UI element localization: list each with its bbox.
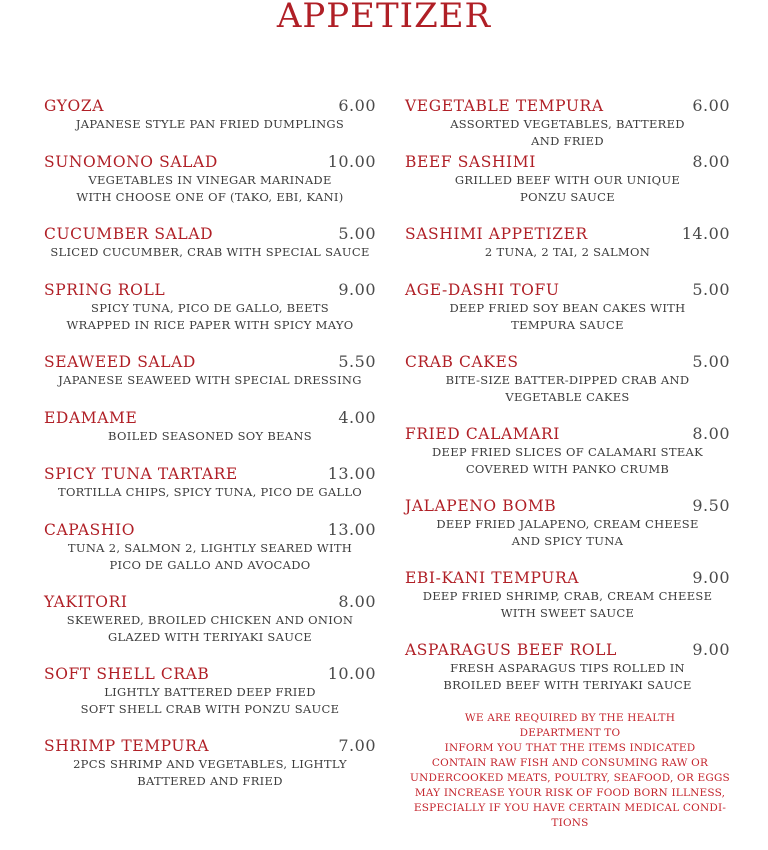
menu-item-price: 8.00 (338, 592, 376, 611)
menu-item-price: 5.00 (692, 352, 730, 371)
menu-item-price: 5.00 (692, 280, 730, 299)
health-notice-line: ESPECIALLY IF YOU HAVE CERTAIN MEDICAL CONDI- (413, 802, 727, 814)
menu-item-description: BATTERED AND FRIED (137, 773, 283, 788)
menu-item (44, 224, 376, 261)
menu-item-description: TORTILLA CHIPS, SPICY TUNA, PICO DE GALLO (57, 485, 363, 499)
menu-item-price: 5.00 (338, 224, 376, 243)
menu-item-description: DEEP FRIED SLICES OF CALAMARI STEAK (431, 445, 704, 459)
menu-item (405, 96, 730, 149)
menu-item-description: VEGETABLES IN VINEGAR MARINADE (88, 173, 332, 187)
menu-item-price: 5.50 (338, 352, 376, 371)
menu-item-price: 9.50 (692, 496, 730, 515)
menu-item-name: VEGETABLE TEMPURA (405, 97, 604, 115)
menu-item-description: FRESH ASPARAGUS TIPS ROLLED IN (450, 661, 685, 675)
menu-item-description: WRAPPED IN RICE PAPER WITH SPICY MAYO (66, 317, 354, 332)
health-notice-line: TIONS (551, 817, 589, 829)
menu-item-header (44, 280, 376, 300)
health-notice-line: UNDERCOOKED MEATS, POULTRY, SEAFOOD, OR EGGS (410, 772, 730, 784)
menu-item-header (44, 592, 376, 612)
menu-item (44, 664, 376, 717)
menu-item-description: SOFT SHELL CRAB WITH PONZU SAUCE (80, 701, 340, 716)
menu-item-header (405, 280, 730, 300)
menu-item-name: SHRIMP TEMPURA (44, 737, 210, 755)
menu-item-price: 14.00 (681, 224, 730, 243)
menu-item-name: SEAWEED SALAD (44, 353, 196, 371)
menu-item-price: 8.00 (692, 424, 730, 443)
menu-item-price: 6.00 (692, 96, 730, 115)
health-notice-line: WE ARE REQUIRED BY THE HEALTH (464, 712, 676, 724)
menu-item-description: TEMPURA SAUCE (511, 317, 624, 332)
menu-item-header (405, 496, 730, 516)
menu-item-description: 2 TUNA, 2 TAI, 2 SALMON (484, 245, 651, 259)
menu-item (405, 640, 730, 693)
menu-item-price: 9.00 (692, 568, 730, 587)
menu-item-description: BROILED BEEF WITH TERIYAKI SAUCE (443, 677, 692, 692)
menu-item-header (44, 352, 376, 372)
menu-item (405, 352, 730, 405)
menu-item-description: COVERED WITH PANKO CRUMB (465, 461, 670, 476)
menu-item-name: SPICY TUNA TARTARE (44, 465, 238, 483)
menu-item-header (405, 152, 730, 172)
menu-item-header (405, 640, 730, 660)
menu-item-header (405, 352, 730, 372)
menu-item-header (44, 736, 376, 756)
menu-item (405, 280, 730, 333)
menu-item (44, 352, 376, 389)
menu-item-name: SPRING ROLL (44, 281, 166, 299)
menu-item-description: SPICY TUNA, PICO DE GALLO, BEETS (91, 301, 329, 315)
menu-item-header (44, 408, 376, 428)
menu-item-price: 4.00 (338, 408, 376, 427)
menu-item (44, 152, 376, 205)
menu-item-description: WITH SWEET SAUCE (500, 605, 635, 620)
menu-item-description: WITH CHOOSE ONE OF (TAKO, EBI, KANI) (76, 189, 344, 204)
menu-item-description: 2PCS SHRIMP AND VEGETABLES, LIGHTLY (73, 757, 347, 771)
health-notice (405, 711, 735, 831)
menu-item-description: DEEP FRIED SHRIMP, CRAB, CREAM CHEESE (422, 589, 713, 603)
menu-item-price: 9.00 (338, 280, 376, 299)
menu-item (44, 520, 376, 573)
menu-item-description: AND FRIED (531, 133, 604, 148)
menu-item (405, 152, 730, 205)
menu-item-description: AND SPICY TUNA (511, 533, 624, 548)
menu-item-description: DEEP FRIED SOY BEAN CAKES WITH (449, 301, 686, 315)
menu-item-description: DEEP FRIED JALAPENO, CREAM CHEESE (436, 517, 699, 531)
health-notice-line: DEPARTMENT TO (519, 727, 621, 739)
menu-item (405, 568, 730, 621)
menu-item-name: AGE-DASHI TOFU (405, 281, 560, 299)
menu-item-description: GLAZED WITH TERIYAKI SAUCE (107, 629, 313, 644)
health-notice-line: CONTAIN RAW FISH AND CONSUMING RAW OR (431, 757, 709, 769)
menu-item-price: 13.00 (327, 520, 376, 539)
menu-item-header (44, 520, 376, 540)
menu-item-name: SOFT SHELL CRAB (44, 665, 210, 683)
menu-item (44, 96, 376, 133)
menu-item (44, 736, 376, 789)
menu-item-description: SKEWERED, BROILED CHICKEN AND ONION (66, 613, 354, 627)
menu-item-price: 6.00 (338, 96, 376, 115)
menu-item-header (44, 224, 376, 244)
menu-item (405, 224, 730, 261)
menu-item-price: 10.00 (327, 152, 376, 171)
menu-item-name: YAKITORI (44, 593, 128, 611)
menu-item-name: CUCUMBER SALAD (44, 225, 214, 243)
menu-item-name: FRIED CALAMARI (405, 425, 561, 443)
menu-item-description: PICO DE GALLO AND AVOCADO (109, 557, 311, 572)
menu-item-description: PONZU SAUCE (520, 189, 615, 204)
health-notice-line: INFORM YOU THAT THE ITEMS INDICATED (444, 742, 696, 754)
menu-item (405, 424, 730, 477)
menu-item-header (405, 424, 730, 444)
menu-item-description: JAPANESE STYLE PAN FRIED DUMPLINGS (75, 117, 345, 131)
menu-item (44, 280, 376, 333)
menu-item-name: ASPARAGUS BEEF ROLL (405, 641, 617, 659)
menu-item-price: 7.00 (338, 736, 376, 755)
menu-item-price: 10.00 (327, 664, 376, 683)
menu-item-name: SASHIMI APPETIZER (405, 225, 588, 243)
menu-item-name: SUNOMONO SALAD (44, 153, 218, 171)
page-title: APPETIZER (276, 0, 492, 36)
menu-item-header (44, 464, 376, 484)
menu-item (44, 464, 376, 501)
menu-item (44, 408, 376, 445)
menu-item-description: BOILED SEASONED SOY BEANS (108, 429, 312, 443)
menu-item-name: CRAB CAKES (405, 353, 519, 371)
menu-item-header (44, 152, 376, 172)
menu-item-description: SLICED CUCUMBER, CRAB WITH SPECIAL SAUCE (50, 245, 370, 259)
menu-item-price: 9.00 (692, 640, 730, 659)
menu-item-name: GYOZA (44, 97, 105, 115)
menu-item-name: EBI-KANI TEMPURA (405, 569, 580, 587)
menu-item-name: BEEF SASHIMI (405, 153, 536, 171)
menu-item-description: BITE-SIZE BATTER-DIPPED CRAB AND (445, 373, 690, 387)
menu-item (44, 592, 376, 645)
menu-item-description: GRILLED BEEF WITH OUR UNIQUE (454, 173, 681, 187)
menu-item-description: JAPANESE SEAWEED WITH SPECIAL DRESSING (58, 373, 362, 387)
menu-item-header (44, 96, 376, 116)
menu-item-header (405, 96, 730, 116)
menu-item-description: VEGETABLE CAKES (505, 389, 630, 404)
menu-item-price: 13.00 (327, 464, 376, 483)
menu-item-description: ASSORTED VEGETABLES, BATTERED (450, 117, 685, 131)
menu-item-name: JALAPENO BOMB (405, 497, 557, 515)
menu-item-name: EDAMAME (44, 409, 138, 427)
menu-item-header (44, 664, 376, 684)
menu-item (405, 496, 730, 549)
menu-item-name: CAPASHIO (44, 521, 136, 539)
menu-item-price: 8.00 (692, 152, 730, 171)
menu-item-description: LIGHTLY BATTERED DEEP FRIED (104, 685, 316, 699)
menu-item-header (405, 568, 730, 588)
menu-item-header (405, 224, 730, 244)
menu-item-description: TUNA 2, SALMON 2, LIGHTLY SEARED WITH (67, 541, 353, 555)
health-notice-line: MAY INCREASE YOUR RISK OF FOOD BORN ILLNESS, (414, 787, 726, 799)
